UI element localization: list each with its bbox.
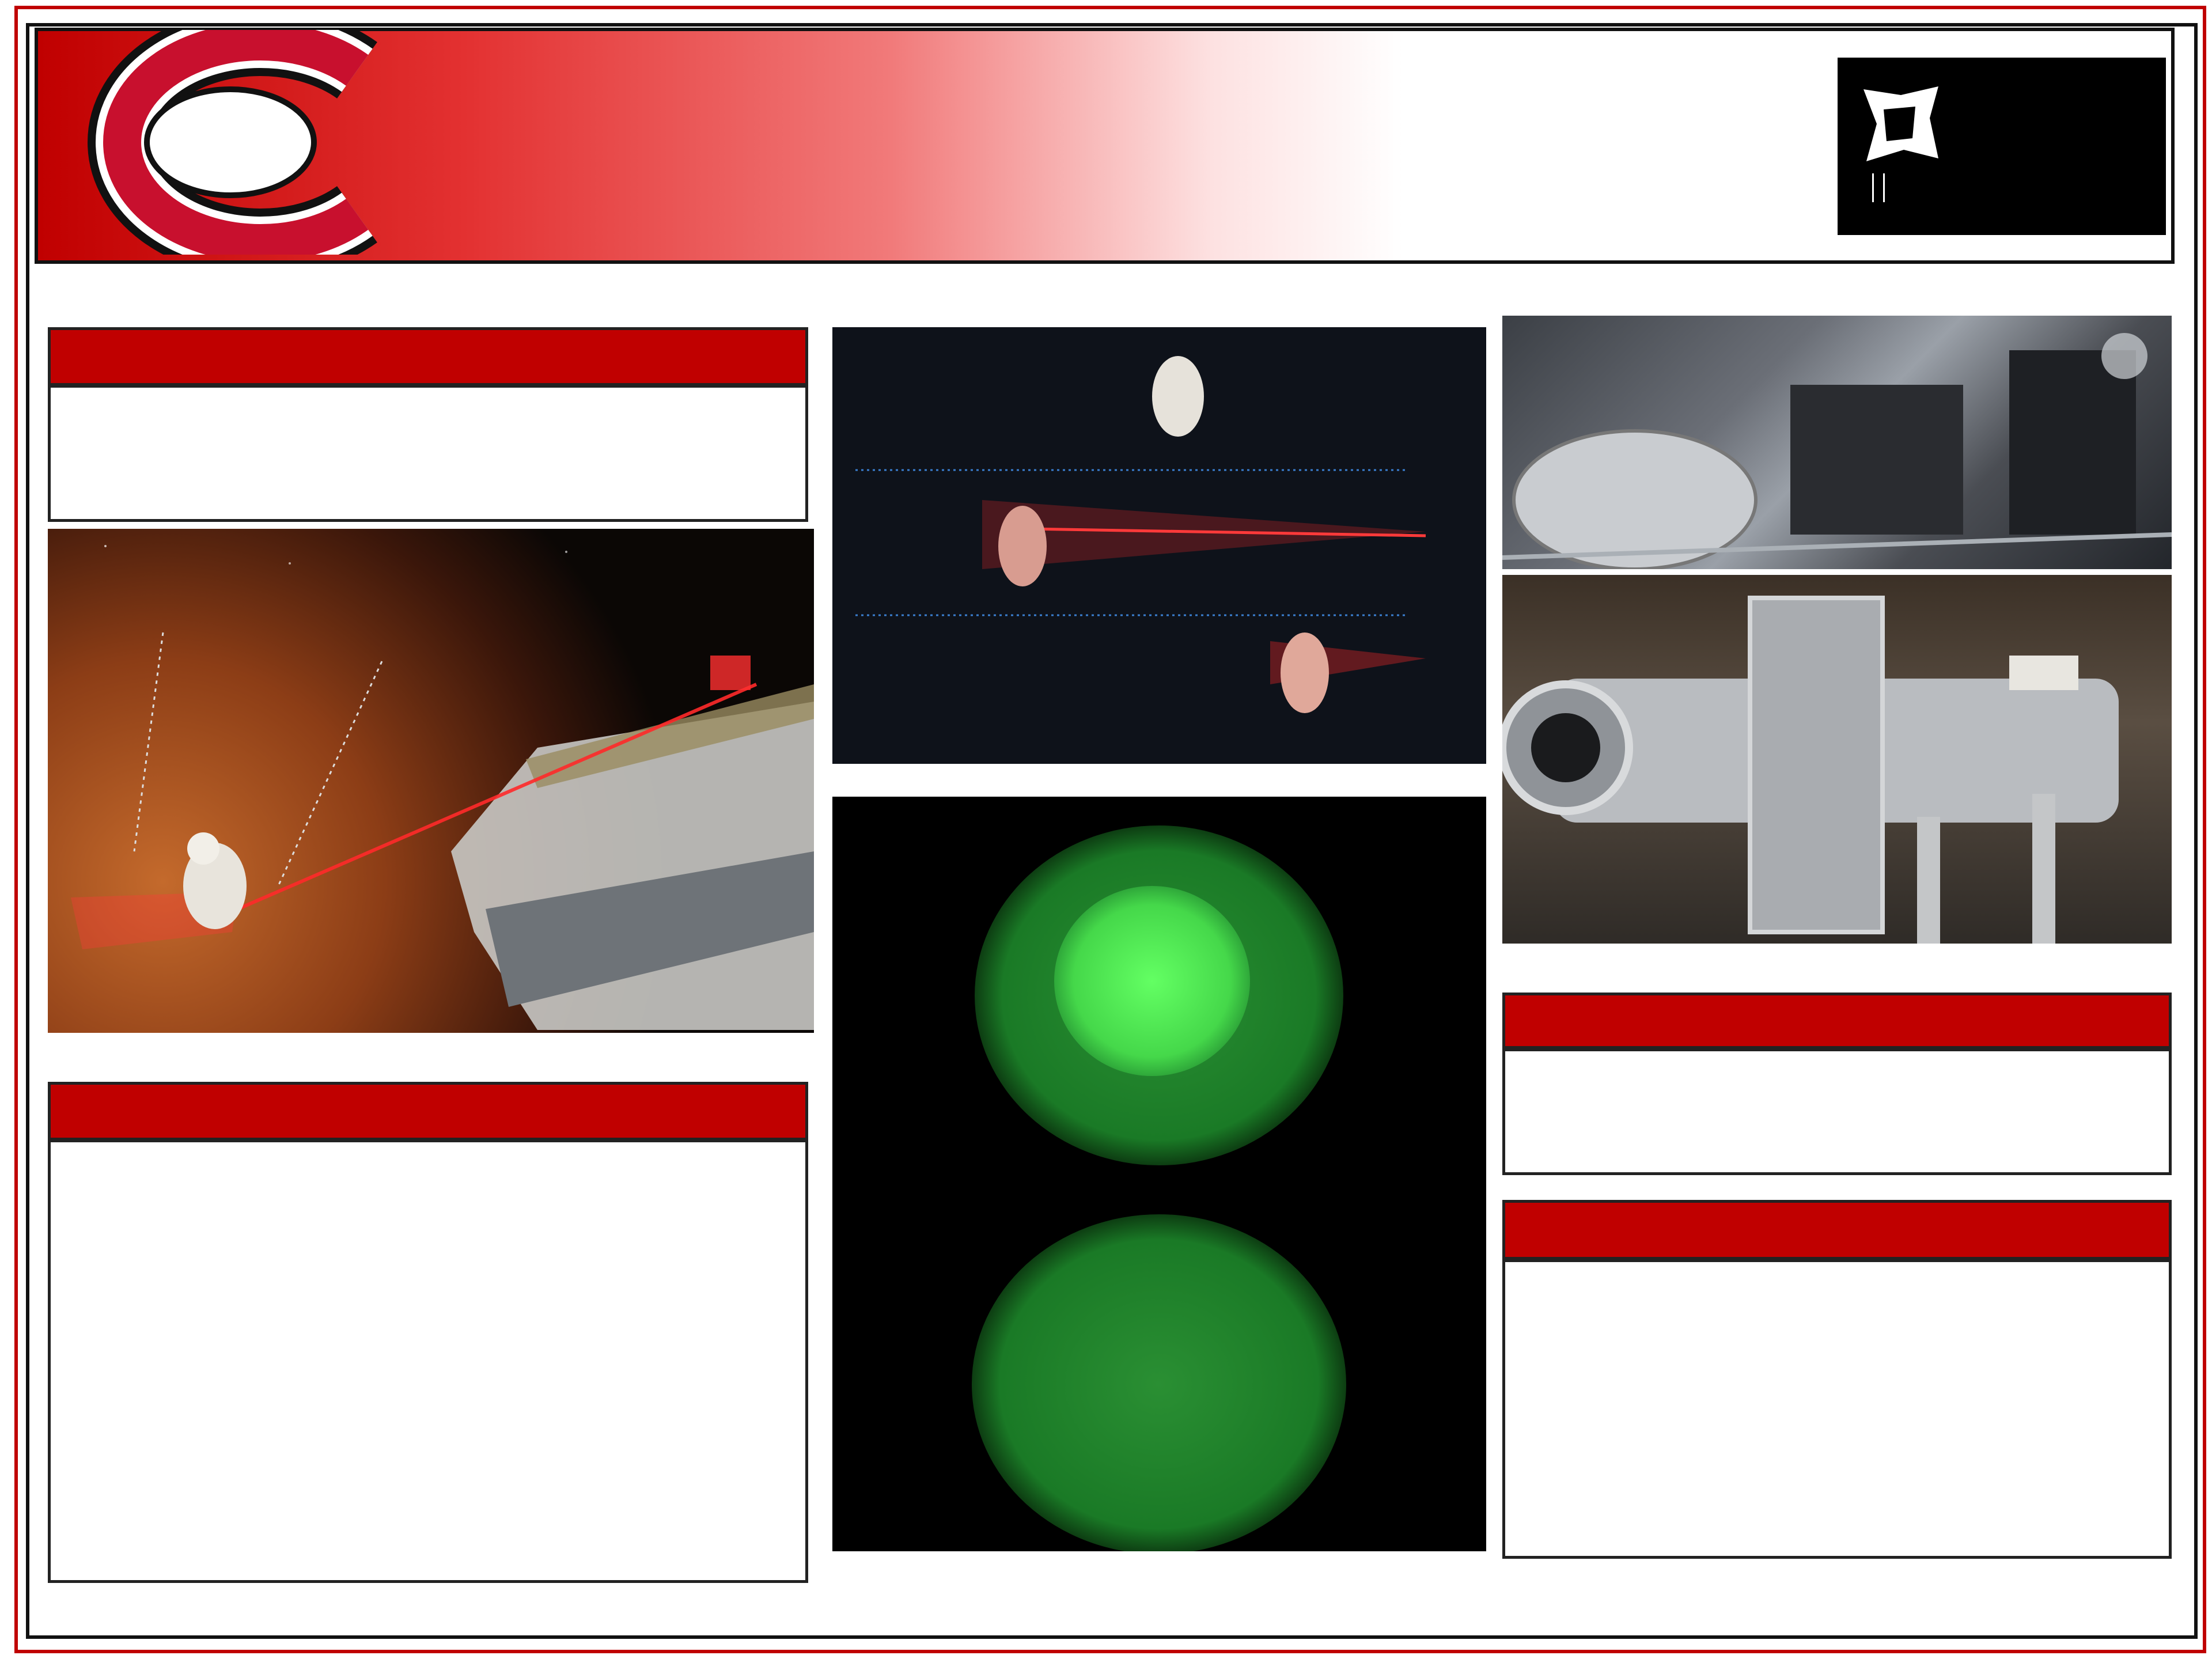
references-heading xyxy=(1502,1200,2172,1260)
motivation-heading xyxy=(48,327,808,386)
figure-4-vacuum-chamber-image xyxy=(1502,575,2172,944)
procedure-heading xyxy=(48,1082,808,1141)
scsu-logo xyxy=(69,30,392,255)
spherical-lens-beam-spot xyxy=(1054,886,1250,1076)
imec-logo xyxy=(1838,58,2166,235)
laser-housing xyxy=(1790,385,1963,535)
acknowledgements-heading xyxy=(1502,993,2172,1049)
microlens-outer-glow xyxy=(972,1214,1346,1551)
procedure-body xyxy=(48,1139,808,1583)
optics-panel xyxy=(2009,350,2136,535)
astronaut-adrift-icon xyxy=(1152,356,1204,437)
motivation-text xyxy=(48,385,808,522)
references-box xyxy=(1502,1259,2172,1559)
figure-2-image xyxy=(832,327,1486,764)
wearable-target xyxy=(710,656,751,690)
acknowledgements-text xyxy=(1502,1048,2172,1175)
figure-4-laser-setup-image xyxy=(1502,316,2172,569)
figure-1-image xyxy=(48,529,814,1033)
astronaut-retrieval-icon xyxy=(998,506,1047,586)
imec-mark-icon xyxy=(1861,84,1941,164)
astronaut-braking-icon xyxy=(1281,632,1329,713)
vertical-chamber xyxy=(1750,598,1883,932)
figure-3-image xyxy=(832,797,1486,1551)
imec-tagline xyxy=(1868,173,2144,202)
